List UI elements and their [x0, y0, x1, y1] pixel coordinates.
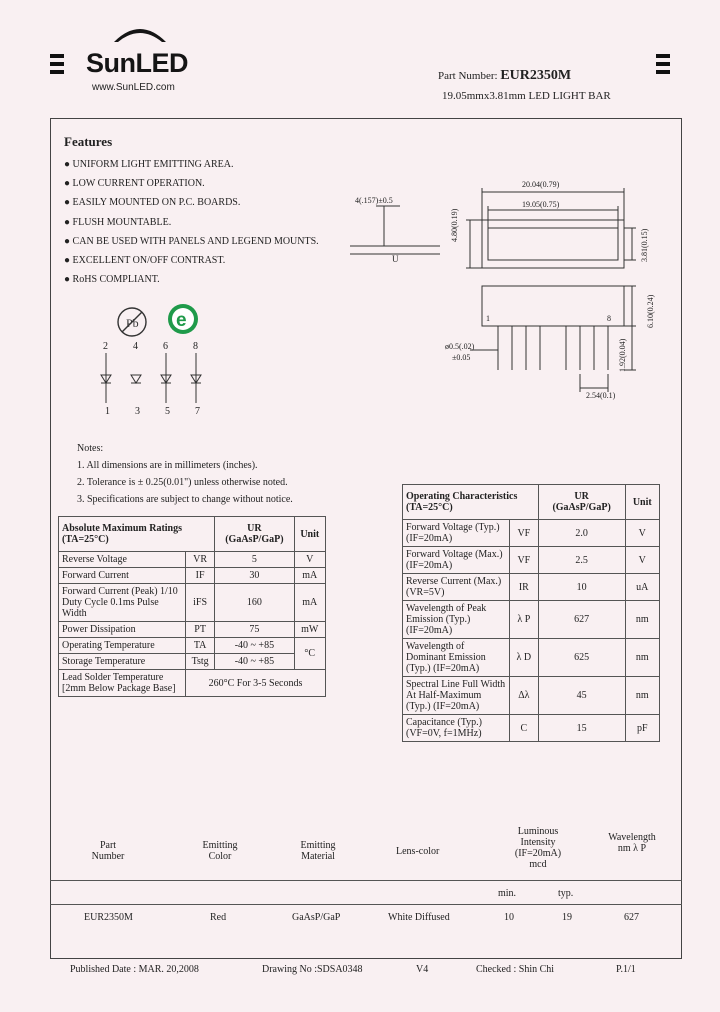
dim-overall: 20.04(0.79) [522, 180, 560, 189]
product-min: 10 [504, 912, 514, 923]
product-material: GaAsP/GaP [292, 912, 341, 923]
dim-height: 4.80(0.19) [450, 208, 459, 242]
logo-arc [110, 22, 170, 44]
table-row: Reverse Current (Max.) (VR=5V) IR 10 uA [403, 574, 660, 601]
pin-label: 6 [163, 341, 168, 352]
col-emitting-color: Emitting Color [202, 840, 238, 862]
table-row: Forward Current IF 30 mA [59, 568, 326, 584]
col-part-number: Part Number [91, 840, 125, 862]
col-luminous-intensity: Luminous Intensity (IF=20mA) mcd [514, 826, 562, 870]
table-row: Wavelength of Peak Emission (Typ.) (IF=20mA) λ P 627 nm [403, 601, 660, 639]
product-wavelength: 627 [624, 912, 639, 923]
footer-drawing: Drawing No :SDSA0348 [262, 964, 363, 975]
table-row: Forward Voltage (Max.) (IF=20mA) VF 2.5 V [403, 547, 660, 574]
feature-item: ● LOW CURRENT OPERATION. [64, 178, 205, 190]
product-lens: White Diffused [388, 912, 450, 923]
table-header-row: Absolute Maximum Ratings (TA=25°C) UR (GaAsP/GaP) Unit [59, 517, 326, 552]
mechanical-drawing [340, 178, 670, 408]
table-row: Lead Solder Temperature [2mm Below Package Base] 260°C For 3-5 Seconds [59, 670, 326, 697]
op-char-table [402, 484, 660, 742]
table-row: Reverse Voltage VR 5 V [59, 552, 326, 568]
table-row: Capacitance (Typ.) (VF=0V, f=1MHz) C 15 pF [403, 715, 660, 742]
table-row: Forward Voltage (Typ.) (IF=20mA) VF 2.0 V [403, 520, 660, 547]
table-row: Wavelength of Dominant Emission (Typ.) (IF=20mA) λ D 625 nm [403, 639, 660, 677]
brand-url: www.SunLED.com [92, 82, 175, 93]
divider [50, 880, 682, 881]
col-min: min. [498, 888, 517, 899]
feature-item: ● EASILY MOUNTED ON P.C. BOARDS. [64, 197, 241, 209]
pin-label: 8 [193, 341, 198, 352]
pin-right-label: 8 [607, 314, 611, 323]
dim-pin-dia: ø0.5(.02) [445, 342, 475, 351]
pin-label: 3 [135, 406, 140, 417]
abs-max-table [58, 516, 326, 697]
col-emitting-material: Emitting Material [300, 840, 336, 862]
part-subtitle: 19.05mmx3.81mm LED LIGHT BAR [442, 90, 611, 102]
feature-item: ● RoHS COMPLIANT. [64, 274, 160, 286]
table-row: Spectral Line Full Width At Half-Maximum (Typ.) (IF=20mA) Δλ 45 nm [403, 677, 660, 715]
dim-side: 4(.157)±0.5 [355, 196, 393, 205]
logo-bar-right-2 [656, 62, 670, 66]
feature-item: ● CAN BE USED WITH PANELS AND LEGEND MOUNTS. [64, 235, 319, 247]
notes [77, 440, 293, 508]
footer-page: P.1/1 [616, 964, 636, 975]
table-row: Storage Temperature Tstg -40 ~ +85 [59, 654, 326, 670]
table-row: Operating Temperature TA -40 ~ +85 °C [59, 638, 326, 654]
pin-left-label: 1 [486, 314, 490, 323]
product-typ: 19 [562, 912, 572, 923]
table-row: Forward Current (Peak) 1/10 Duty Cycle 0.1ms Pulse Width iFS 160 mA [59, 584, 326, 622]
label-u: U [392, 254, 399, 264]
note-item: 2. Tolerance is ± 0.25(0.01") unless otherwise noted. [77, 477, 288, 488]
product-color: Red [210, 912, 227, 923]
footer-checked: Checked : Shin Chi [476, 964, 555, 975]
logo-bar-right-3 [656, 70, 670, 74]
col-typ: typ. [558, 888, 574, 899]
dim-lead: 6.10(0.24) [646, 294, 655, 328]
product-part: EUR2350M [84, 912, 133, 923]
features-title: Features [64, 134, 113, 149]
dim-window: 19.05(0.75) [522, 200, 560, 209]
footer-version: V4 [416, 964, 429, 975]
feature-item: ● EXCELLENT ON/OFF CONTRAST. [64, 255, 226, 267]
pin-label: 7 [195, 406, 200, 417]
part-label: Part Number: [438, 70, 498, 82]
pin-label: 2 [103, 341, 108, 352]
dim-window-h: 3.81(0.15) [640, 228, 649, 262]
part-number-label [438, 68, 571, 84]
product-table [50, 824, 682, 934]
svg-text:e: e [176, 310, 187, 331]
table-header-row: Operating Characteristics (TA=25°C) UR (GaAsP/GaP) Unit [403, 485, 660, 520]
dim-pitch: 2.54(0.1) [586, 391, 616, 400]
dim-pin-tol: ±0.05 [452, 353, 471, 362]
dim-lead-len: 1.92(0.04) [618, 338, 627, 372]
table-row: Power Dissipation PT 75 mW [59, 622, 326, 638]
pin-label: 4 [133, 341, 138, 352]
rohs-e-icon [165, 301, 201, 337]
pin-label: 5 [165, 406, 170, 417]
divider [50, 904, 682, 905]
notes-title: Notes: [77, 443, 104, 454]
brand-logo: SunLED [86, 48, 188, 78]
logo-bar-left-1 [50, 54, 64, 58]
footer-published: Published Date : MAR. 20,2008 [70, 964, 199, 975]
feature-item: ● UNIFORM LIGHT EMITTING AREA. [64, 159, 234, 170]
features-list [64, 155, 319, 289]
pb-free-icon [115, 305, 149, 339]
logo-bar-right-1 [656, 54, 670, 58]
part-number: EUR2350M [500, 68, 572, 83]
feature-item: ● FLUSH MOUNTABLE. [64, 216, 172, 228]
diode-circuit [100, 353, 210, 405]
pin-label: 1 [105, 406, 110, 417]
logo-bar-left-2 [50, 62, 64, 66]
logo-bar-left-3 [50, 70, 64, 74]
svg-text:Pb: Pb [126, 316, 139, 330]
col-lens-color: Lens-color [396, 846, 440, 857]
note-item: 1. All dimensions are in millimeters (inches). [77, 460, 258, 471]
note-item: 3. Specifications are subject to change without notice. [77, 494, 293, 505]
col-wavelength: Wavelength nm λ P [608, 832, 656, 854]
